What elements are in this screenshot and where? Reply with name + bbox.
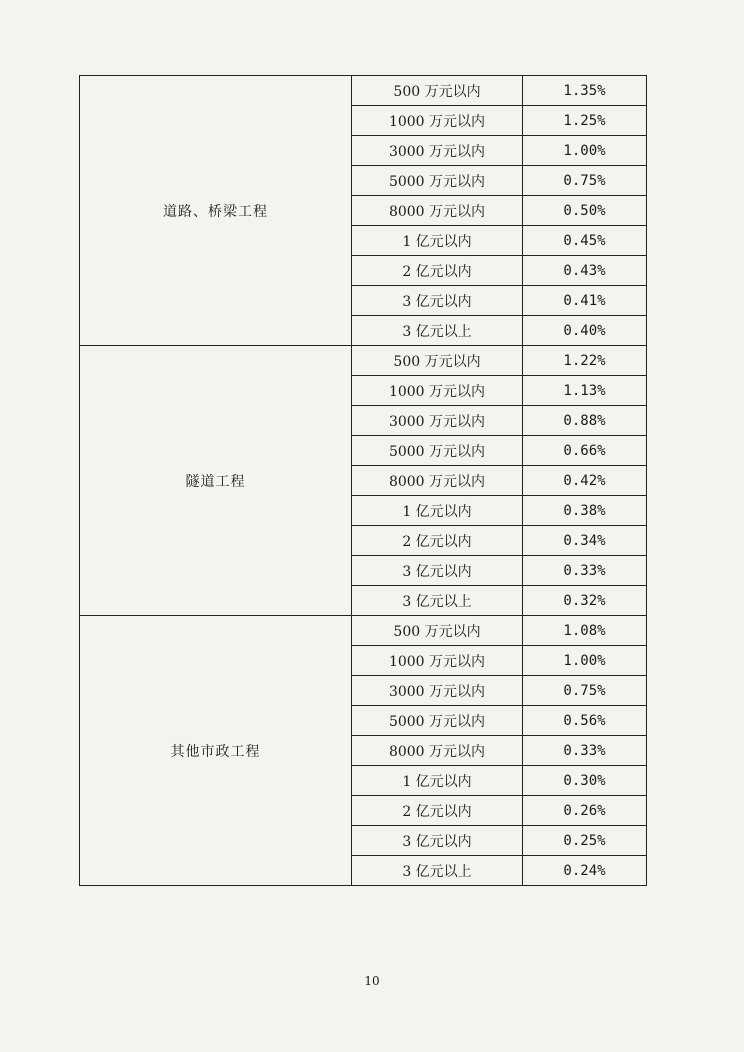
fee-rate-cell: 0.42%: [523, 466, 647, 496]
investment-range-cell: 8000 万元以内: [352, 736, 523, 766]
fee-rate-cell: 0.38%: [523, 496, 647, 526]
investment-range-cell: 1000 万元以内: [352, 106, 523, 136]
investment-range-cell: 1 亿元以内: [352, 766, 523, 796]
investment-range-cell: 500 万元以内: [352, 346, 523, 376]
fee-rate-cell: 0.33%: [523, 556, 647, 586]
fee-rate-cell: 0.43%: [523, 256, 647, 286]
category-cell: 其他市政工程: [80, 616, 352, 886]
investment-range-cell: 3 亿元以上: [352, 856, 523, 886]
table-row: [80, 616, 647, 646]
investment-range-cell: 3000 万元以内: [352, 406, 523, 436]
investment-range-cell: 3000 万元以内: [352, 136, 523, 166]
investment-range-cell: 500 万元以内: [352, 76, 523, 106]
fee-rate-cell: 1.25%: [523, 106, 647, 136]
fee-rate-cell: 0.75%: [523, 166, 647, 196]
investment-range-cell: 5000 万元以内: [352, 166, 523, 196]
fee-rate-cell: 0.32%: [523, 586, 647, 616]
fee-rate-cell: 0.75%: [523, 676, 647, 706]
investment-range-cell: 1000 万元以内: [352, 646, 523, 676]
investment-range-cell: 3 亿元以内: [352, 556, 523, 586]
investment-range-cell: 3 亿元以上: [352, 586, 523, 616]
fee-rate-table-body: [80, 76, 647, 886]
category-cell: 隧道工程: [80, 346, 352, 616]
investment-range-cell: 5000 万元以内: [352, 706, 523, 736]
fee-rate-cell: 0.30%: [523, 766, 647, 796]
fee-rate-cell: 1.00%: [523, 136, 647, 166]
fee-rate-cell: 0.24%: [523, 856, 647, 886]
fee-rate-cell: 0.40%: [523, 316, 647, 346]
fee-rate-cell: 0.50%: [523, 196, 647, 226]
investment-range-cell: 3 亿元以内: [352, 826, 523, 856]
table-row: [80, 346, 647, 376]
category-cell: 道路、桥梁工程: [80, 76, 352, 346]
fee-rate-cell: 0.56%: [523, 706, 647, 736]
fee-rate-cell: 1.08%: [523, 616, 647, 646]
fee-rate-cell: 0.26%: [523, 796, 647, 826]
investment-range-cell: 3 亿元以上: [352, 316, 523, 346]
fee-rate-cell: 0.34%: [523, 526, 647, 556]
table-row: [80, 76, 647, 106]
investment-range-cell: 1000 万元以内: [352, 376, 523, 406]
investment-range-cell: 3000 万元以内: [352, 676, 523, 706]
investment-range-cell: 3 亿元以内: [352, 286, 523, 316]
page-number: 10: [364, 974, 380, 988]
fee-rate-cell: 1.00%: [523, 646, 647, 676]
investment-range-cell: 1 亿元以内: [352, 496, 523, 526]
fee-rate-cell: 1.13%: [523, 376, 647, 406]
fee-rate-cell: 0.45%: [523, 226, 647, 256]
fee-rate-cell: 1.22%: [523, 346, 647, 376]
investment-range-cell: 2 亿元以内: [352, 256, 523, 286]
investment-range-cell: 8000 万元以内: [352, 196, 523, 226]
investment-range-cell: 8000 万元以内: [352, 466, 523, 496]
fee-rate-cell: 0.41%: [523, 286, 647, 316]
investment-range-cell: 2 亿元以内: [352, 796, 523, 826]
investment-range-cell: 5000 万元以内: [352, 436, 523, 466]
investment-range-cell: 500 万元以内: [352, 616, 523, 646]
fee-rate-cell: 0.88%: [523, 406, 647, 436]
fee-rate-cell: 1.35%: [523, 76, 647, 106]
fee-rate-table: [79, 75, 647, 886]
investment-range-cell: 2 亿元以内: [352, 526, 523, 556]
fee-rate-cell: 0.25%: [523, 826, 647, 856]
fee-rate-cell: 0.33%: [523, 736, 647, 766]
investment-range-cell: 1 亿元以内: [352, 226, 523, 256]
fee-rate-cell: 0.66%: [523, 436, 647, 466]
